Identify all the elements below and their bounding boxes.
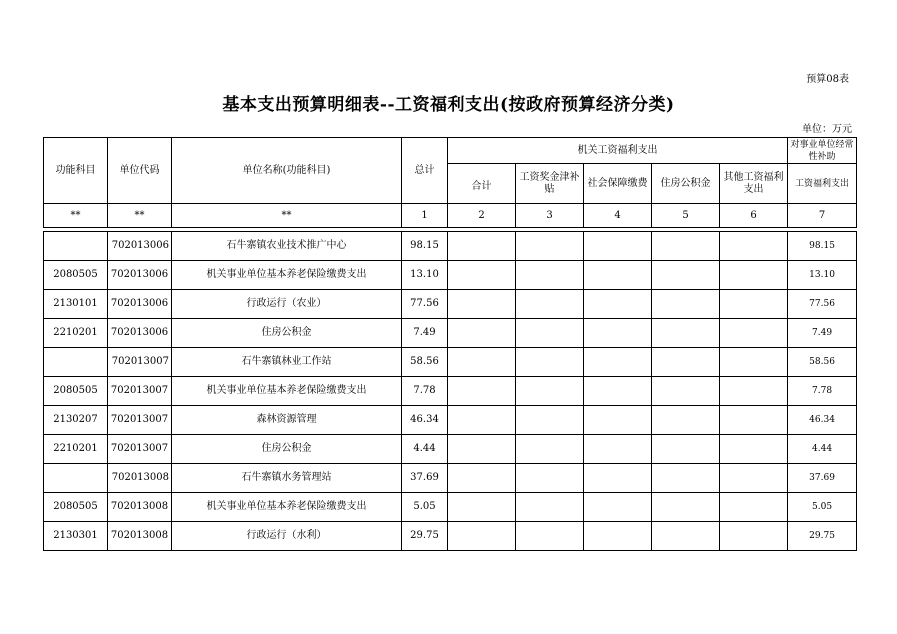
total-cell: 77.56 [402,290,448,319]
index-cell: 4 [584,204,652,228]
index-cell: ** [44,204,108,228]
total-cell: 46.34 [402,406,448,435]
header-other: 其他工资福利支出 [720,164,788,204]
other-cell [720,522,788,551]
func-subject-cell: 2080505 [44,261,108,290]
func-subject-cell [44,232,108,261]
header-wage-welfare: 工资福利支出 [788,164,857,204]
salary-cell [516,435,584,464]
header-subtotal: 合计 [448,164,516,204]
header-salary: 工资奖金津补贴 [516,164,584,204]
index-cell: 7 [788,204,857,228]
unit-code-cell: 702013008 [108,493,172,522]
total-cell: 7.78 [402,377,448,406]
subtotal-cell [448,493,516,522]
form-number: 预算08表 [806,74,849,85]
subtotal-cell [448,319,516,348]
total-cell: 7.49 [402,319,448,348]
salary-cell [516,464,584,493]
header-agency-group: 机关工资福利支出 [448,138,788,164]
total-cell: 13.10 [402,261,448,290]
unit-code-cell: 702013006 [108,261,172,290]
index-cell: 3 [516,204,584,228]
social-cell [584,464,652,493]
header-subsidy-group: 对事业单位经常性补助 [788,138,857,164]
unit-code-cell: 702013007 [108,377,172,406]
other-cell [720,261,788,290]
other-cell [720,232,788,261]
total-cell: 29.75 [402,522,448,551]
social-cell [584,319,652,348]
unit-name-cell: 石牛寨镇林业工作站 [172,348,402,377]
func-subject-cell: 2210201 [44,319,108,348]
table-row [44,348,857,377]
unit-label: 单位：万元 [802,124,852,135]
index-cell: ** [108,204,172,228]
subtotal-cell [448,377,516,406]
wage-welfare-cell: 4.44 [788,435,857,464]
total-cell: 5.05 [402,493,448,522]
social-cell [584,232,652,261]
header-unit-code: 单位代码 [108,138,172,204]
unit-name-cell: 机关事业单位基本养老保险缴费支出 [172,261,402,290]
unit-name-cell: 石牛寨镇水务管理站 [172,464,402,493]
housing-cell [652,319,720,348]
func-subject-cell [44,464,108,493]
index-cell: 5 [652,204,720,228]
header-row-1 [44,138,857,164]
social-cell [584,493,652,522]
social-cell [584,406,652,435]
housing-cell [652,232,720,261]
index-cell: 6 [720,204,788,228]
func-subject-cell: 2080505 [44,493,108,522]
wage-welfare-cell: 13.10 [788,261,857,290]
salary-cell [516,406,584,435]
subtotal-cell [448,406,516,435]
wage-welfare-cell: 29.75 [788,522,857,551]
housing-cell [652,406,720,435]
subtotal-cell [448,261,516,290]
wage-welfare-cell: 58.56 [788,348,857,377]
func-subject-cell: 2130301 [44,522,108,551]
index-cell: 2 [448,204,516,228]
salary-cell [516,522,584,551]
table-row [44,406,857,435]
subtotal-cell [448,464,516,493]
other-cell [720,290,788,319]
social-cell [584,261,652,290]
func-subject-cell: 2130101 [44,290,108,319]
unit-code-cell: 702013007 [108,406,172,435]
other-cell [720,464,788,493]
unit-name-cell: 住房公积金 [172,435,402,464]
table-row [44,493,857,522]
unit-code-cell: 702013008 [108,522,172,551]
subtotal-cell [448,522,516,551]
unit-name-cell: 行政运行（农业） [172,290,402,319]
func-subject-cell: 2210201 [44,435,108,464]
wage-welfare-cell: 77.56 [788,290,857,319]
housing-cell [652,464,720,493]
wage-welfare-cell: 37.69 [788,464,857,493]
unit-name-cell: 机关事业单位基本养老保险缴费支出 [172,493,402,522]
subtotal-cell [448,290,516,319]
table-row [44,464,857,493]
wage-welfare-cell: 7.78 [788,377,857,406]
housing-cell [652,348,720,377]
table-row [44,232,857,261]
table-row [44,522,857,551]
unit-code-cell: 702013006 [108,290,172,319]
unit-code-cell: 702013007 [108,435,172,464]
salary-cell [516,261,584,290]
func-subject-cell: 2080505 [44,377,108,406]
header-unit-name: 单位名称(功能科目) [172,138,402,204]
other-cell [720,377,788,406]
social-cell [584,290,652,319]
wage-welfare-cell: 98.15 [788,232,857,261]
other-cell [720,406,788,435]
unit-code-cell: 702013006 [108,232,172,261]
unit-name-cell: 石牛寨镇农业技术推广中心 [172,232,402,261]
func-subject-cell [44,348,108,377]
salary-cell [516,232,584,261]
unit-name-cell: 行政运行（水利） [172,522,402,551]
table-row [44,377,857,406]
housing-cell [652,290,720,319]
header-func-subject: 功能科目 [44,138,108,204]
total-cell: 4.44 [402,435,448,464]
unit-name-cell: 机关事业单位基本养老保险缴费支出 [172,377,402,406]
index-cell: ** [172,204,402,228]
subtotal-cell [448,348,516,377]
housing-cell [652,522,720,551]
other-cell [720,493,788,522]
other-cell [720,319,788,348]
index-row [44,204,857,228]
social-cell [584,377,652,406]
social-cell [584,435,652,464]
header-social: 社会保障缴费 [584,164,652,204]
table-row [44,319,857,348]
salary-cell [516,290,584,319]
salary-cell [516,493,584,522]
budget-table [43,137,857,551]
other-cell [720,348,788,377]
wage-welfare-cell: 5.05 [788,493,857,522]
total-cell: 58.56 [402,348,448,377]
header-total: 总计 [402,138,448,204]
total-cell: 37.69 [402,464,448,493]
page-title: 基本支出预算明细表--工资福利支出(按政府预算经济分类) [222,95,675,115]
index-cell: 1 [402,204,448,228]
salary-cell [516,348,584,377]
social-cell [584,522,652,551]
table-row [44,435,857,464]
salary-cell [516,319,584,348]
header-housing: 住房公积金 [652,164,720,204]
housing-cell [652,435,720,464]
unit-code-cell: 702013008 [108,464,172,493]
subtotal-cell [448,232,516,261]
unit-name-cell: 森林资源管理 [172,406,402,435]
salary-cell [516,377,584,406]
other-cell [720,435,788,464]
unit-code-cell: 702013006 [108,319,172,348]
subtotal-cell [448,435,516,464]
unit-name-cell: 住房公积金 [172,319,402,348]
wage-welfare-cell: 7.49 [788,319,857,348]
housing-cell [652,377,720,406]
wage-welfare-cell: 46.34 [788,406,857,435]
table-row [44,261,857,290]
social-cell [584,348,652,377]
unit-code-cell: 702013007 [108,348,172,377]
total-cell: 98.15 [402,232,448,261]
housing-cell [652,261,720,290]
housing-cell [652,493,720,522]
func-subject-cell: 2130207 [44,406,108,435]
table-row [44,290,857,319]
table-body [44,232,857,551]
